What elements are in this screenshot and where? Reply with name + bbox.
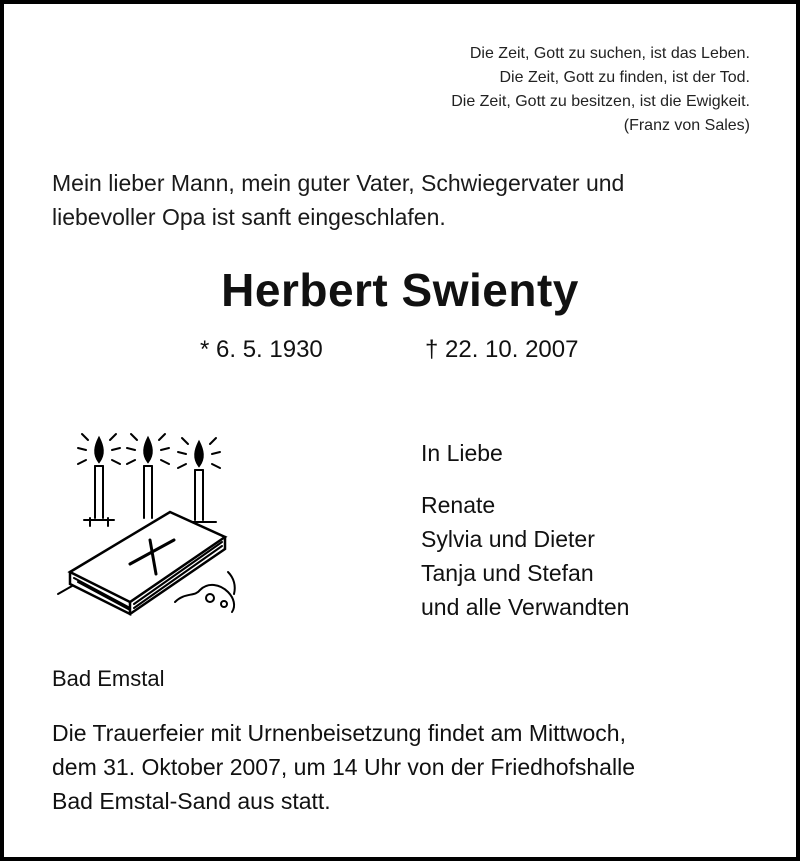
intro-line: liebevoller Opa ist sanft eingeschlafen. [52, 204, 446, 230]
quote-line: Die Zeit, Gott zu besitzen, ist die Ewigkeit. [451, 93, 750, 110]
quote-author: (Franz von Sales) [623, 117, 750, 134]
intro-line: Mein lieber Mann, mein guter Vater, Schwiegervater und [52, 170, 625, 196]
quote-line: Die Zeit, Gott zu finden, ist der Tod. [499, 69, 750, 86]
family-name: Sylvia und Dieter [421, 526, 595, 552]
candle-icon [178, 438, 220, 522]
intro-text [52, 166, 624, 234]
greeting: In Liebe [421, 440, 503, 466]
funeral-notice [52, 716, 635, 818]
birth-date: * 6. 5. 1930 [200, 336, 323, 363]
candle-icon [78, 434, 120, 526]
quote-line: Die Zeit, Gott zu suchen, ist das Leben. [469, 45, 750, 62]
family-name: und alle Verwandten [421, 594, 630, 620]
notice-line: Bad Emstal-Sand aus statt. [52, 788, 331, 814]
notice-line: Die Trauerfeier mit Urnenbeisetzung findet am Mittwoch, [52, 720, 626, 746]
family-name: Tanja und Stefan [421, 560, 594, 586]
bible-icon [58, 512, 225, 614]
candles-and-bible-icon [50, 422, 250, 622]
deceased-name: Herbert Swienty [221, 264, 579, 316]
notice-line: dem 31. Oktober 2007, um 14 Uhr von der Friedhofshalle [52, 754, 635, 780]
death-date: † 22. 10. 2007 [425, 336, 579, 363]
family-name: Renate [421, 492, 496, 518]
candle-icon [127, 434, 169, 518]
family-signatures [421, 436, 629, 624]
epigraph-quote [451, 42, 750, 138]
place: Bad Emstal [52, 666, 165, 691]
